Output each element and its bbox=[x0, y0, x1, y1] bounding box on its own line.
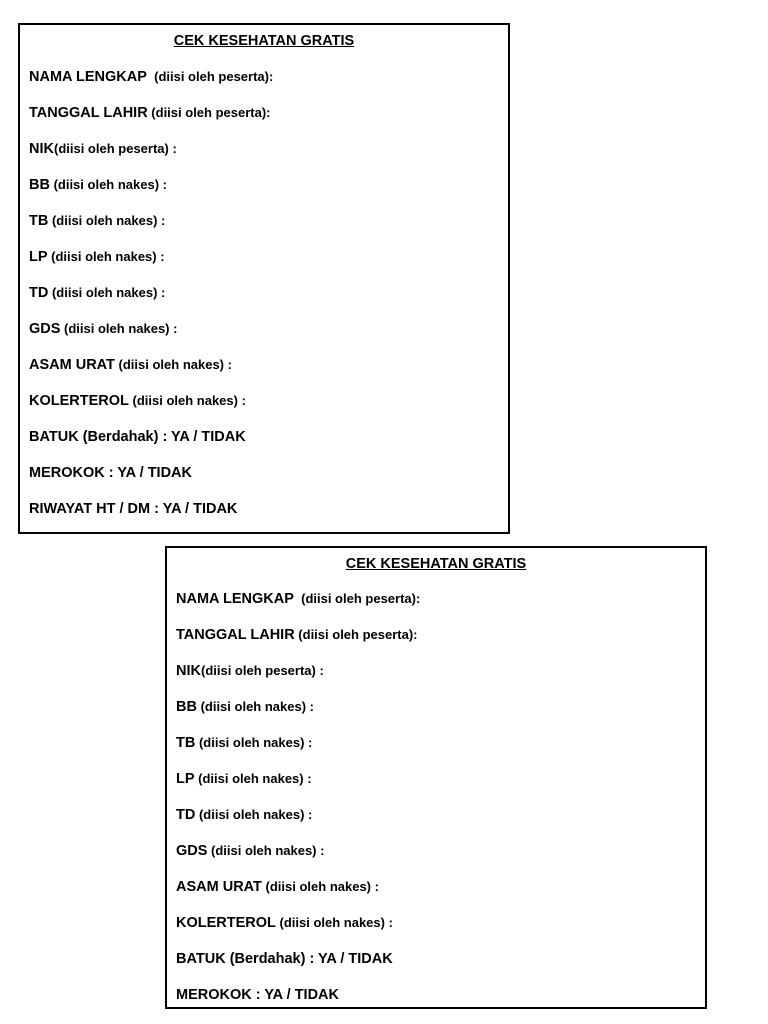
field-kolesterol bbox=[29, 392, 246, 410]
field-label: BB bbox=[176, 699, 197, 715]
field-tb bbox=[176, 734, 312, 752]
field-label: BATUK (Berdahak) : YA / TIDAK bbox=[29, 429, 246, 445]
field-note: (diisi oleh nakes) : bbox=[48, 213, 166, 228]
field-label: KOLERTEROL bbox=[29, 393, 129, 409]
field-label: GDS bbox=[176, 843, 208, 859]
health-check-form-2 bbox=[165, 546, 707, 1009]
field-label: NIK bbox=[29, 141, 54, 157]
field-label: BB bbox=[29, 177, 50, 193]
field-bb bbox=[176, 698, 314, 716]
field-label: MEROKOK : YA / TIDAK bbox=[176, 987, 340, 1003]
field-label: TB bbox=[176, 735, 196, 751]
field-label: TB bbox=[29, 213, 49, 229]
field-nik bbox=[176, 662, 324, 680]
field-asam-urat bbox=[29, 356, 232, 374]
field-label: ASAM URAT bbox=[176, 879, 262, 895]
field-note: (diisi oleh nakes) : bbox=[195, 807, 313, 822]
field-nik bbox=[29, 140, 177, 158]
field-note: (diisi oleh nakes) : bbox=[275, 915, 393, 930]
field-td bbox=[176, 806, 312, 824]
field-label: ASAM URAT bbox=[29, 357, 115, 373]
field-note: (diisi oleh peserta): bbox=[146, 69, 274, 84]
field-note: (diisi oleh nakes) : bbox=[49, 177, 167, 192]
field-merokok bbox=[176, 986, 339, 1004]
field-riwayat-ht-dm bbox=[29, 500, 237, 518]
field-td bbox=[29, 284, 165, 302]
field-tanggal-lahir bbox=[176, 626, 418, 644]
field-gds bbox=[176, 842, 324, 860]
field-asam-urat bbox=[176, 878, 379, 896]
field-note: (diisi oleh peserta): bbox=[293, 591, 421, 606]
field-note: (diisi oleh peserta): bbox=[147, 105, 271, 120]
field-note: (diisi oleh peserta) : bbox=[53, 141, 177, 156]
field-label: TANGGAL LAHIR bbox=[176, 627, 295, 643]
health-check-form-1 bbox=[18, 23, 510, 534]
field-label: TD bbox=[176, 807, 196, 823]
field-label: LP bbox=[176, 771, 195, 787]
field-note: (diisi oleh nakes) : bbox=[48, 285, 166, 300]
field-label: KOLERTEROL bbox=[176, 915, 276, 931]
field-tb bbox=[29, 212, 165, 230]
field-note: (diisi oleh nakes) : bbox=[195, 735, 313, 750]
field-batuk bbox=[176, 950, 393, 968]
field-label: NAMA LENGKAP bbox=[176, 591, 294, 607]
form-title: CEK KESEHATAN GRATIS bbox=[345, 556, 527, 572]
field-gds bbox=[29, 320, 177, 338]
field-label: TD bbox=[29, 285, 49, 301]
field-note: (diisi oleh nakes) : bbox=[114, 357, 232, 372]
field-note: (diisi oleh nakes) : bbox=[207, 843, 325, 858]
field-merokok bbox=[29, 464, 192, 482]
field-kolesterol bbox=[176, 914, 393, 932]
field-note: (diisi oleh nakes) : bbox=[128, 393, 246, 408]
field-label: RIWAYAT HT / DM : YA / TIDAK bbox=[29, 501, 238, 517]
field-lp bbox=[29, 248, 165, 266]
field-nama-lengkap bbox=[29, 68, 273, 86]
field-note: (diisi oleh peserta) : bbox=[200, 663, 324, 678]
field-label: GDS bbox=[29, 321, 61, 337]
field-note: (diisi oleh nakes) : bbox=[261, 879, 379, 894]
field-note: (diisi oleh peserta): bbox=[294, 627, 418, 642]
field-label: MEROKOK : YA / TIDAK bbox=[29, 465, 193, 481]
form-title: CEK KESEHATAN GRATIS bbox=[173, 33, 355, 49]
field-note: (diisi oleh nakes) : bbox=[60, 321, 178, 336]
field-note: (diisi oleh nakes) : bbox=[47, 249, 165, 264]
field-note: (diisi oleh nakes) : bbox=[196, 699, 314, 714]
field-note: (diisi oleh nakes) : bbox=[194, 771, 312, 786]
field-tanggal-lahir bbox=[29, 104, 271, 122]
field-lp bbox=[176, 770, 312, 788]
field-label: NIK bbox=[176, 663, 201, 679]
field-label: NAMA LENGKAP bbox=[29, 69, 147, 85]
field-label: LP bbox=[29, 249, 48, 265]
field-label: TANGGAL LAHIR bbox=[29, 105, 148, 121]
field-bb bbox=[29, 176, 167, 194]
field-label: BATUK (Berdahak) : YA / TIDAK bbox=[176, 951, 393, 967]
field-nama-lengkap bbox=[176, 590, 420, 608]
field-batuk bbox=[29, 428, 246, 446]
